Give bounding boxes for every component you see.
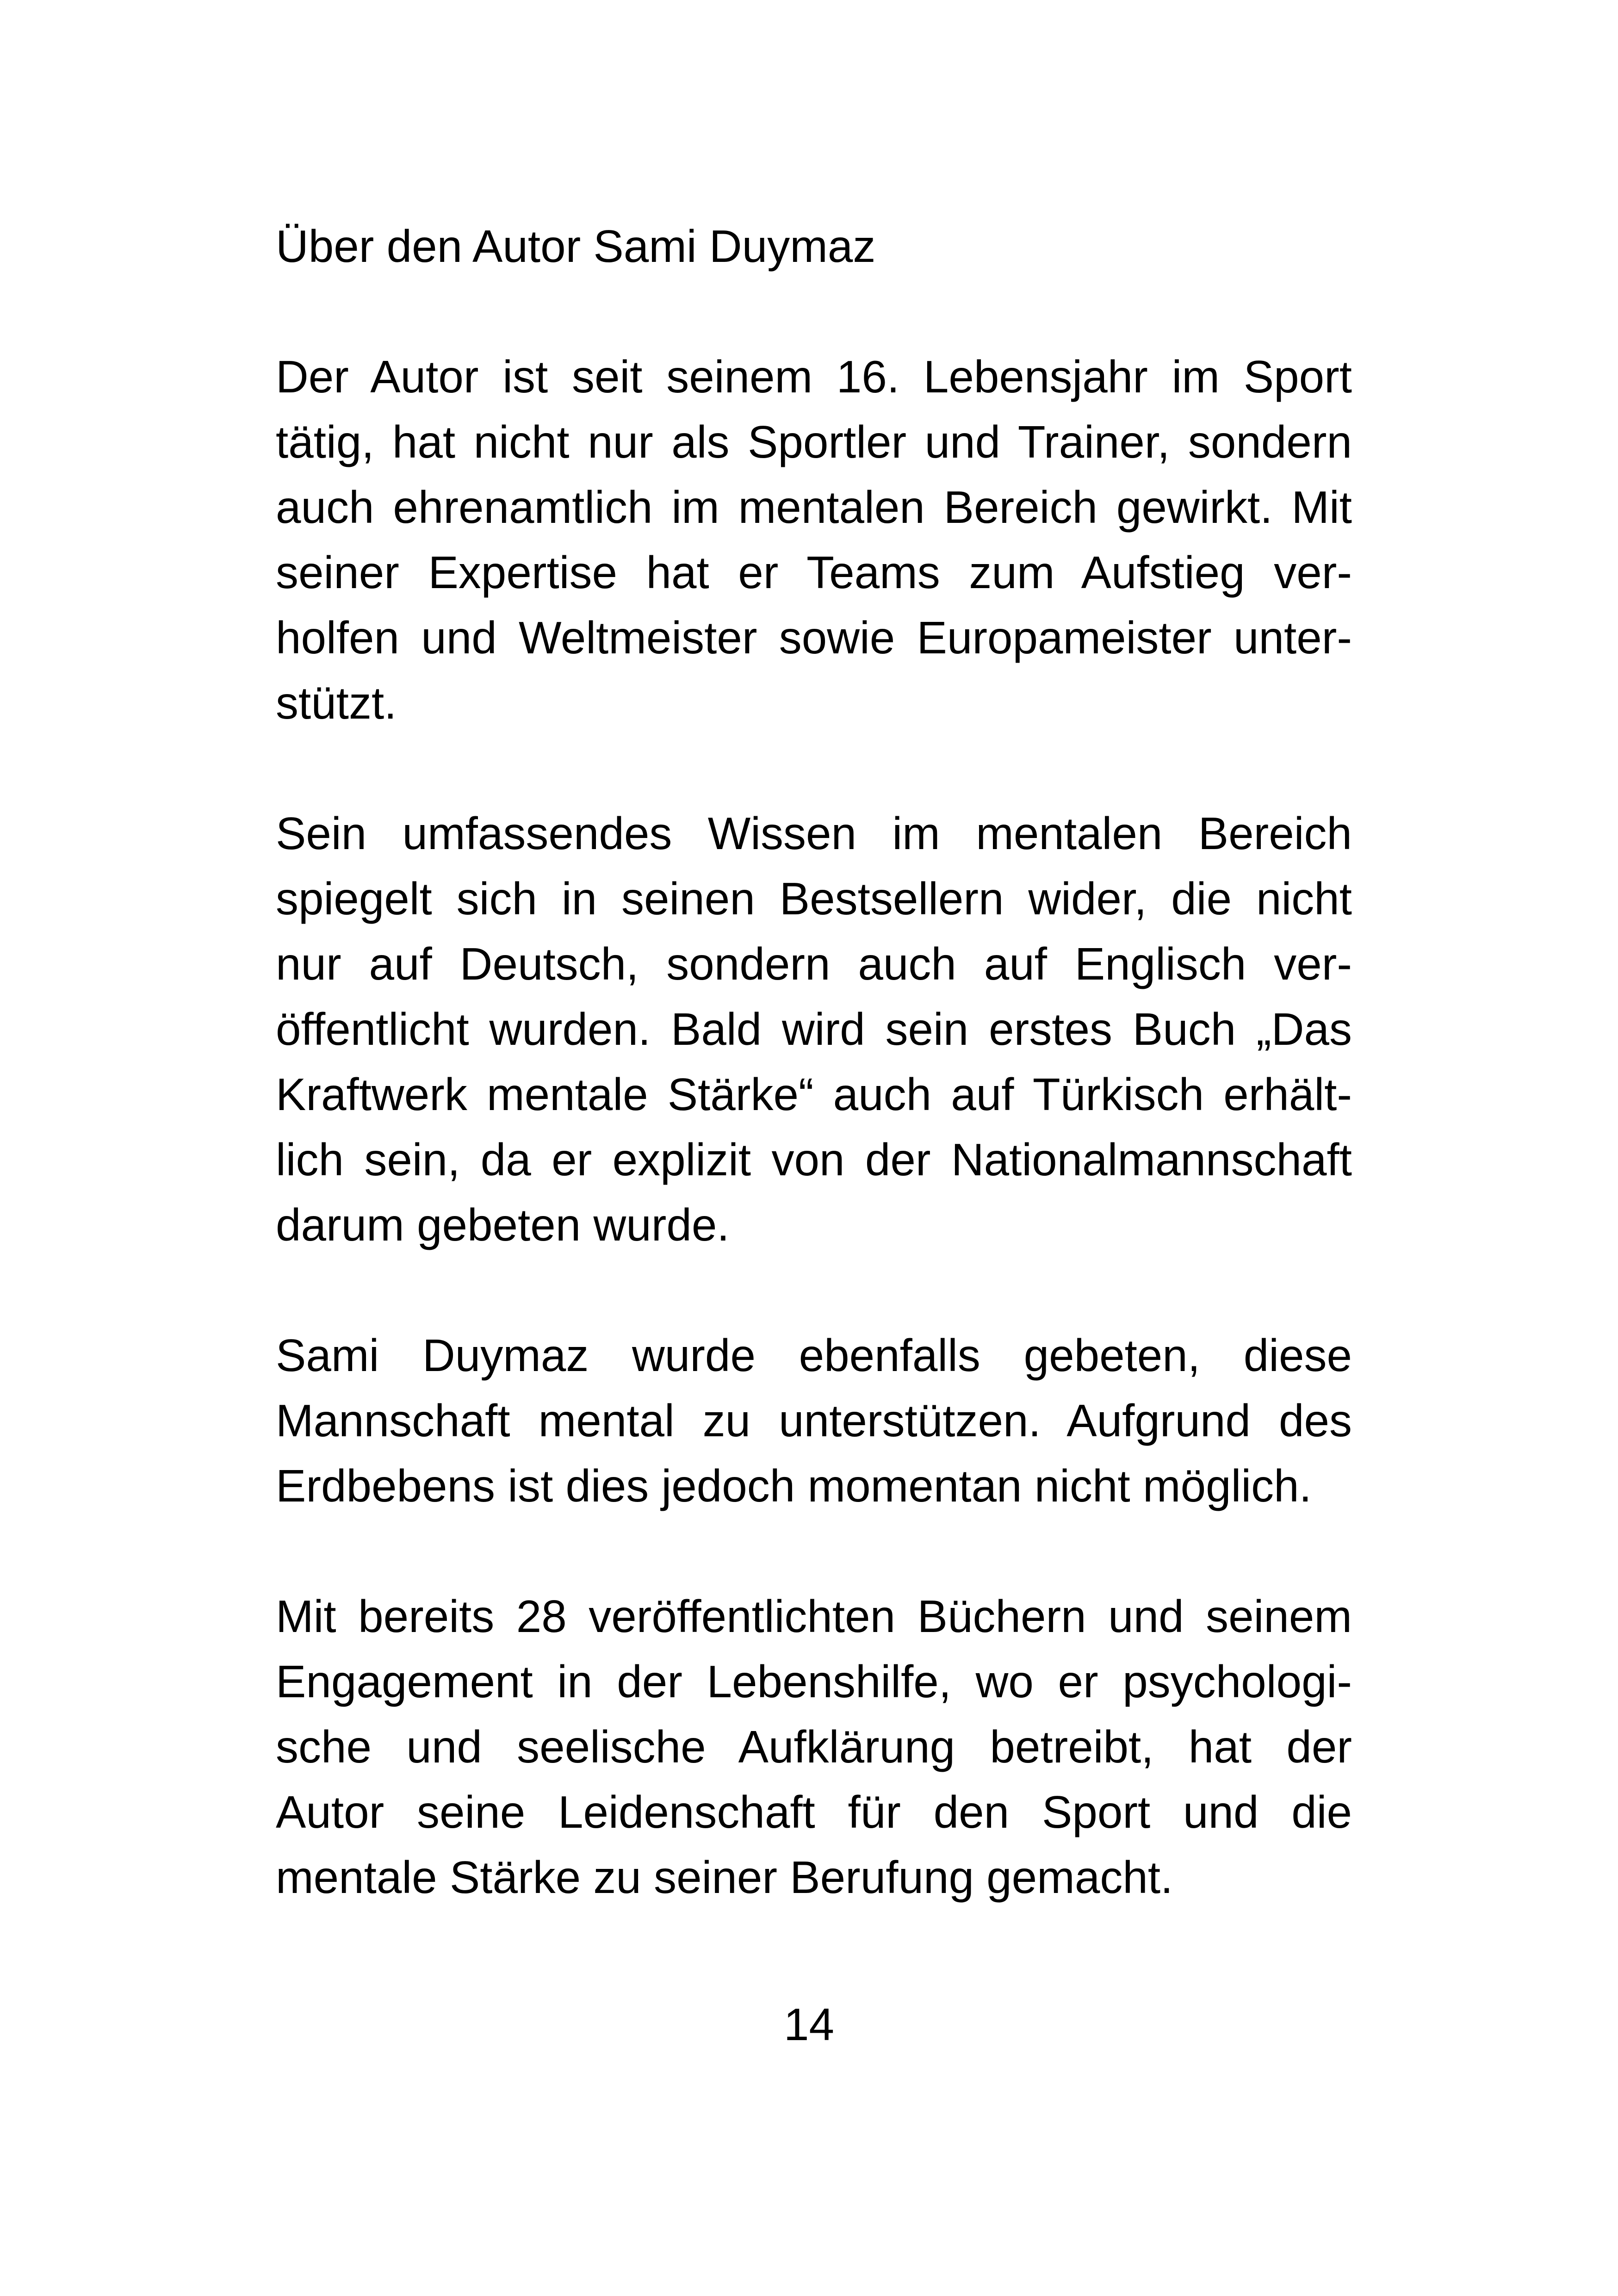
paragraph-4 [276, 1584, 1352, 1910]
text-line: spiegelt sich in seinen Bestsellern wider, die nicht [276, 873, 1352, 924]
paragraph-3 [276, 1323, 1352, 1519]
text-line: Kraftwerk mentale Stärke“ auch auf Türkisch erhält- [276, 1069, 1352, 1120]
text-line: holfen und Weltmeister sowie Europameister unter- [276, 612, 1352, 663]
text-line: Engagement in der Lebenshilfe, wo er psychologi- [276, 1656, 1352, 1707]
paragraph-1 [276, 344, 1352, 736]
text-line: Sami Duymaz wurde ebenfalls gebeten, diese [276, 1330, 1352, 1381]
text-line: öffentlicht wurden. Bald wird sein erstes Buch „Das [276, 1004, 1352, 1055]
text-line: Erdbebens ist dies jedoch momentan nicht möglich. [276, 1460, 1312, 1511]
text-line: auch ehrenamtlich im mentalen Bereich gewirkt. Mit [276, 482, 1352, 533]
text-line: Mannschaft mental zu unterstützen. Aufgrund des [276, 1395, 1352, 1446]
text-line: darum gebeten wurde. [276, 1199, 730, 1250]
page-number: 14 [783, 1999, 834, 2050]
text-line: sche und seelische Aufklärung betreibt, hat der [276, 1721, 1352, 1772]
page-title: Über den Autor Sami Duymaz [276, 221, 876, 272]
page-content [276, 214, 1352, 1975]
text-line: tätig, hat nicht nur als Sportler und Trainer, sondern [276, 416, 1352, 467]
text-line: lich sein, da er explizit von der Nationalmannschaft [276, 1134, 1352, 1185]
text-line: mentale Stärke zu seiner Berufung gemacht. [276, 1852, 1173, 1903]
text-line: Mit bereits 28 veröffentlichten Büchern und seinem [276, 1591, 1352, 1642]
text-line: stützt. [276, 677, 397, 728]
text-line: Sein umfassendes Wissen im mentalen Bereich [276, 808, 1352, 859]
paragraph-2 [276, 801, 1352, 1258]
text-line: Der Autor ist seit seinem 16. Lebensjahr im Sport [276, 351, 1352, 402]
text-line: Autor seine Leidenschaft für den Sport und die [276, 1787, 1352, 1837]
text-line: nur auf Deutsch, sondern auch auf Englisch ver- [276, 938, 1352, 989]
text-line: seiner Expertise hat er Teams zum Aufstieg ver- [276, 547, 1352, 598]
